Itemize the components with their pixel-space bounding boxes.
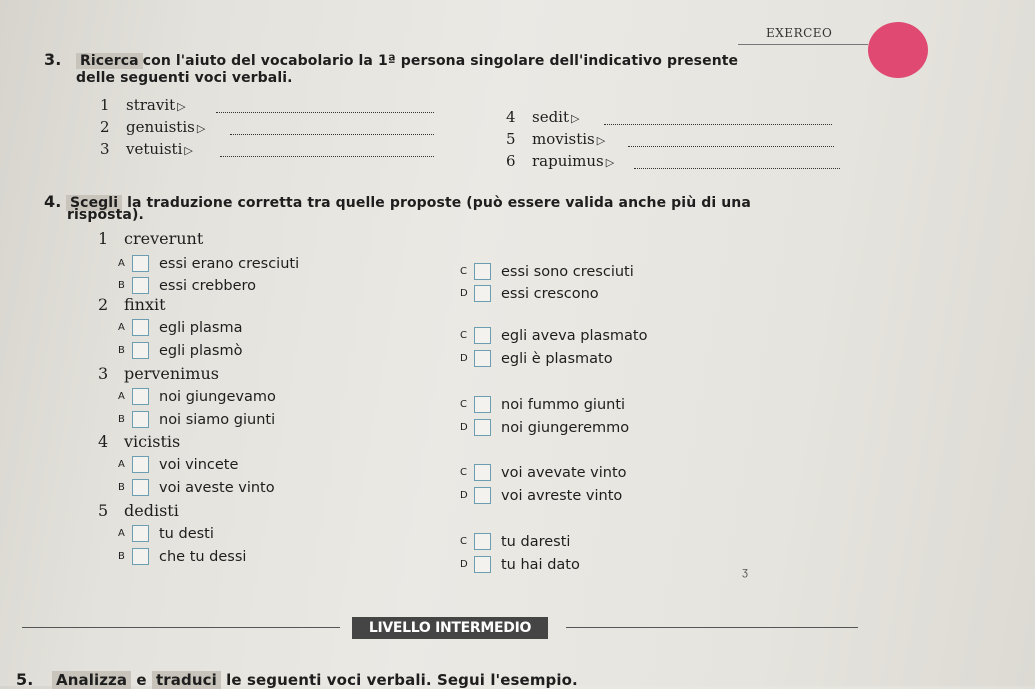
instruction-verb: Ricerca — [76, 53, 143, 69]
item-number: 6 — [506, 152, 516, 170]
answer-option[interactable] — [118, 342, 242, 359]
exercise-5-instruction: 5. Analizza e traduci le seguenti voci verbali. Segui l'esempio. — [16, 670, 578, 689]
option-text: noi fummo giunti — [501, 396, 626, 413]
section-label: EXERCEO — [766, 26, 833, 40]
option-text: tu hai dato — [501, 556, 580, 573]
option-text: noi giungevamo — [159, 388, 276, 405]
latin-verb: pervenimus — [124, 364, 219, 383]
option-text: egli aveva plasmato — [501, 327, 648, 344]
option-text: essi erano cresciuti — [159, 255, 300, 272]
option-checkbox[interactable] — [132, 342, 149, 359]
verb-item — [506, 152, 614, 170]
option-letter: C — [460, 467, 467, 478]
latin-verb: sedit — [532, 108, 570, 126]
latin-verb: vicistis — [124, 432, 181, 451]
answer-blank[interactable] — [220, 144, 434, 157]
answer-option[interactable] — [118, 479, 275, 496]
option-checkbox[interactable] — [132, 277, 149, 294]
verb-item — [100, 96, 186, 114]
option-checkbox[interactable] — [132, 388, 149, 405]
option-text: tu desti — [159, 525, 214, 542]
option-letter: C — [460, 330, 467, 341]
question-number: 1 — [98, 229, 109, 248]
answer-option[interactable] — [118, 456, 238, 473]
header-rule — [738, 44, 868, 45]
arrow-icon: ▷ — [177, 100, 186, 113]
option-text: voi vincete — [159, 456, 239, 473]
exercise-3-instruction: 3. Ricerca con l'aiuto del vocabolario la 1ª persona singolare dell'indicativo presente — [44, 50, 739, 69]
option-letter: D — [460, 490, 468, 501]
option-checkbox[interactable] — [474, 396, 491, 413]
option-letter: B — [118, 482, 125, 493]
option-text: voi avreste vinto — [501, 487, 623, 504]
option-checkbox[interactable] — [474, 464, 491, 481]
page-tab-marker — [868, 22, 928, 78]
answer-option[interactable] — [460, 556, 580, 573]
option-letter: A — [118, 322, 125, 333]
option-text: voi aveste vinto — [159, 479, 275, 496]
option-letter: A — [118, 459, 125, 470]
verb-item — [100, 118, 205, 136]
option-letter: A — [118, 391, 125, 402]
exercise-4-instruction-line2: risposta). — [67, 207, 144, 223]
verb-item — [100, 140, 193, 158]
exercise-number: 4. — [44, 192, 62, 211]
answer-option[interactable] — [118, 525, 214, 542]
answer-option[interactable] — [460, 350, 613, 367]
question-heading — [98, 432, 180, 451]
option-text: tu daresti — [501, 533, 571, 550]
answer-blank[interactable] — [628, 134, 834, 147]
option-letter: C — [460, 266, 467, 277]
answer-option[interactable] — [460, 533, 570, 550]
exercise-4-instruction: 4. Scegli la traduzione corretta tra quelle proposte (può essere valida anche più di una — [44, 192, 751, 211]
option-checkbox[interactable] — [132, 456, 149, 473]
option-letter: D — [460, 422, 468, 433]
question-number: 5 — [98, 501, 109, 520]
level-badge: LIVELLO INTERMEDIO — [352, 617, 548, 639]
answer-option[interactable] — [460, 285, 599, 302]
option-checkbox[interactable] — [132, 255, 149, 272]
answer-option[interactable] — [460, 396, 625, 413]
option-letter: B — [118, 414, 125, 425]
item-number: 1 — [100, 96, 110, 114]
option-letter: B — [118, 345, 125, 356]
answer-option[interactable] — [118, 548, 246, 565]
option-text: che tu dessi — [159, 548, 247, 565]
answer-option[interactable] — [460, 464, 627, 481]
latin-verb: stravit — [126, 96, 176, 114]
question-number: 3 — [98, 364, 109, 383]
latin-verb: rapuimus — [532, 152, 604, 170]
answer-option[interactable] — [118, 411, 275, 428]
question-number: 4 — [98, 432, 109, 451]
option-letter: A — [118, 258, 125, 269]
question-number: 2 — [98, 295, 109, 314]
latin-verb: genuistis — [126, 118, 195, 136]
answer-option[interactable] — [118, 255, 299, 272]
question-heading — [98, 364, 219, 383]
option-checkbox[interactable] — [132, 548, 149, 565]
handwritten-mark: ʒ — [742, 566, 748, 578]
option-letter: B — [118, 551, 125, 562]
option-text: essi crescono — [501, 285, 599, 302]
arrow-icon: ▷ — [596, 134, 606, 147]
option-checkbox[interactable] — [474, 285, 491, 302]
arrow-icon: ▷ — [184, 144, 193, 157]
option-letter: C — [460, 536, 467, 547]
option-letter: A — [118, 528, 125, 539]
option-checkbox[interactable] — [132, 411, 149, 428]
level-rule-left — [22, 627, 340, 628]
latin-verb: movistis — [532, 130, 595, 148]
option-text: essi crebbero — [159, 277, 257, 294]
answer-option[interactable] — [118, 388, 276, 405]
option-checkbox[interactable] — [474, 556, 491, 573]
answer-blank[interactable] — [604, 112, 832, 125]
option-checkbox[interactable] — [132, 479, 149, 496]
option-text: voi avevate vinto — [501, 464, 627, 481]
option-checkbox[interactable] — [474, 350, 491, 367]
arrow-icon: ▷ — [571, 112, 580, 125]
answer-option[interactable] — [460, 327, 648, 344]
answer-option[interactable] — [460, 263, 634, 280]
option-text: noi siamo giunti — [159, 411, 276, 428]
option-checkbox[interactable] — [132, 319, 149, 336]
verb-item — [506, 130, 605, 148]
instruction-verb: Scegli — [66, 195, 122, 211]
answer-option[interactable] — [118, 319, 242, 336]
verb-item — [506, 108, 579, 126]
option-letter: D — [460, 353, 468, 364]
option-text: egli plasma — [159, 319, 243, 336]
instruction-verb-analizza: Analizza — [52, 671, 131, 689]
answer-blank[interactable] — [216, 100, 434, 113]
level-rule-right — [566, 627, 858, 628]
option-text: egli è plasmato — [501, 350, 613, 367]
item-number: 3 — [100, 140, 110, 158]
answer-option[interactable] — [460, 419, 629, 436]
option-checkbox[interactable] — [474, 327, 491, 344]
option-text: noi giungeremmo — [501, 419, 630, 436]
latin-verb: dedisti — [124, 501, 179, 520]
option-checkbox[interactable] — [132, 525, 149, 542]
question-heading — [98, 501, 179, 520]
exercise-3-instruction-line2: delle seguenti voci verbali. — [76, 70, 293, 86]
answer-option[interactable] — [460, 487, 622, 504]
answer-option[interactable] — [118, 277, 256, 294]
question-heading — [98, 295, 166, 314]
exercise-number: 5. — [16, 670, 34, 689]
exercise-number: 3. — [44, 50, 62, 69]
latin-verb: finxit — [124, 295, 166, 314]
option-letter: D — [460, 559, 468, 570]
answer-blank[interactable] — [230, 122, 434, 135]
answer-blank[interactable] — [634, 156, 840, 169]
latin-verb: vetuisti — [126, 140, 183, 158]
option-checkbox[interactable] — [474, 263, 491, 280]
arrow-icon: ▷ — [196, 122, 206, 135]
item-number: 2 — [100, 118, 110, 136]
item-number: 5 — [506, 130, 516, 148]
option-letter: C — [460, 399, 467, 410]
option-letter: D — [460, 288, 468, 299]
option-letter: B — [118, 280, 125, 291]
instruction-verb-traduci: traduci — [152, 671, 221, 689]
option-checkbox[interactable] — [474, 533, 491, 550]
option-text: essi sono cresciuti — [501, 263, 634, 280]
question-heading — [98, 229, 203, 248]
option-text: egli plasmò — [159, 342, 243, 359]
arrow-icon: ▷ — [605, 156, 615, 169]
latin-verb: creverunt — [124, 229, 204, 248]
item-number: 4 — [506, 108, 516, 126]
option-checkbox[interactable] — [474, 419, 491, 436]
option-checkbox[interactable] — [474, 487, 491, 504]
